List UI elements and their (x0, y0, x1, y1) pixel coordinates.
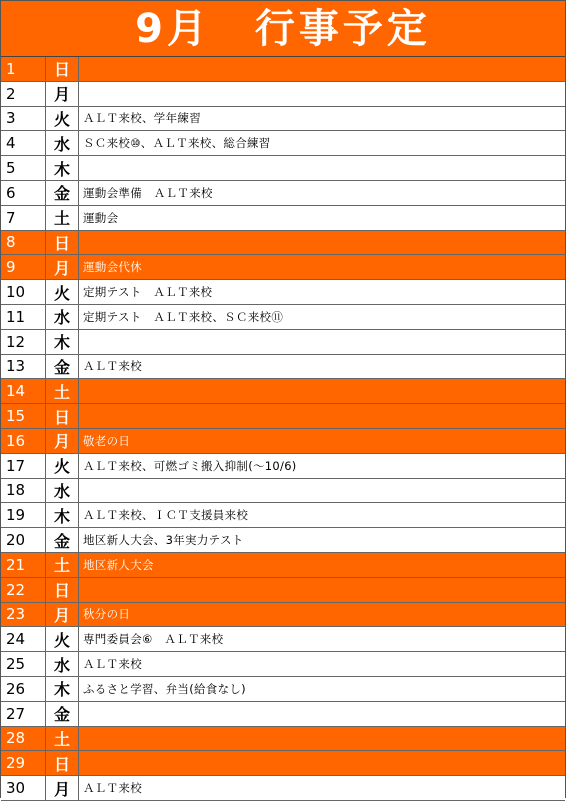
table-row (1, 379, 565, 404)
weekday-cell: 火 (46, 627, 79, 651)
event-cell: ＡＬＴ来校 (83, 657, 142, 672)
day-number-cell: 17 (1, 454, 46, 478)
table-row (1, 751, 565, 776)
event-cell (79, 57, 565, 81)
table-row (1, 677, 565, 702)
weekday-cell: 金 (46, 702, 79, 726)
day-number-cell: 30 (1, 776, 46, 800)
event-cell (79, 330, 565, 354)
weekday-cell: 木 (46, 156, 79, 180)
event-cell: 秋分の日 (83, 607, 131, 622)
table-row (1, 429, 565, 454)
event-cell (79, 231, 565, 255)
weekday-cell: 月 (46, 82, 79, 106)
weekday-cell: 水 (46, 131, 79, 155)
event-cell (79, 404, 565, 428)
table-row (1, 454, 565, 479)
table-row (1, 627, 565, 652)
event-cell (79, 479, 565, 503)
weekday-cell: 日 (46, 57, 79, 81)
event-cell: 定期テスト ＡＬＴ来校、ＳＣ来校⑪ (83, 309, 284, 324)
day-number-cell: 5 (1, 156, 46, 180)
event-cell (79, 578, 565, 602)
event-cell: 敬老の日 (83, 433, 131, 448)
day-number-cell: 21 (1, 553, 46, 577)
table-row (1, 305, 565, 330)
event-cell: 運動会代休 (83, 260, 142, 275)
table-row (1, 57, 565, 82)
table-row (1, 528, 565, 553)
event-cell: 運動会 (83, 210, 119, 225)
day-number-cell: 7 (1, 206, 46, 230)
event-cell: 地区新人大会、3年実力テスト (83, 533, 244, 548)
day-number-cell: 6 (1, 181, 46, 205)
day-number-cell: 10 (1, 280, 46, 304)
weekday-cell: 月 (46, 603, 79, 627)
day-number-cell: 13 (1, 355, 46, 379)
event-cell: 専門委員会⑥ ＡＬＴ来校 (83, 632, 224, 647)
table-row (1, 107, 565, 132)
day-number-cell: 22 (1, 578, 46, 602)
day-number-cell: 2 (1, 82, 46, 106)
weekday-cell: 金 (46, 355, 79, 379)
day-number-cell: 12 (1, 330, 46, 354)
table-row (1, 280, 565, 305)
weekday-cell: 土 (46, 379, 79, 403)
event-cell: 運動会準備 ＡＬＴ来校 (83, 185, 213, 200)
table-row (1, 776, 565, 801)
weekday-cell: 木 (46, 330, 79, 354)
table-row (1, 479, 565, 504)
weekday-cell: 日 (46, 231, 79, 255)
event-cell: ＡＬＴ来校 (83, 781, 142, 795)
event-cell: ＡＬＴ来校 (83, 359, 142, 374)
weekday-cell: 火 (46, 280, 79, 304)
day-number-cell: 8 (1, 231, 46, 255)
weekday-cell: 水 (46, 305, 79, 329)
event-cell (79, 702, 565, 726)
table-row (1, 355, 565, 380)
table-row (1, 330, 565, 355)
table-row (1, 652, 565, 677)
day-number-cell: 11 (1, 305, 46, 329)
table-row (1, 82, 565, 107)
day-number-cell: 19 (1, 503, 46, 527)
day-number-cell: 16 (1, 429, 46, 453)
schedule-table (1, 57, 565, 801)
table-row (1, 231, 565, 256)
weekday-cell: 水 (46, 652, 79, 676)
day-number-cell: 20 (1, 528, 46, 552)
event-cell: ＡＬＴ来校、可燃ゴミ搬入抑制(～10/6) (83, 458, 297, 473)
weekday-cell: 月 (46, 429, 79, 453)
weekday-cell: 火 (46, 454, 79, 478)
weekday-cell: 日 (46, 751, 79, 775)
weekday-cell: 金 (46, 181, 79, 205)
event-cell (79, 379, 565, 403)
day-number-cell: 27 (1, 702, 46, 726)
day-number-cell: 28 (1, 727, 46, 751)
table-row (1, 181, 565, 206)
day-number-cell: 14 (1, 379, 46, 403)
weekday-cell: 月 (46, 255, 79, 279)
day-number-cell: 4 (1, 131, 46, 155)
weekday-cell: 木 (46, 677, 79, 701)
weekday-cell: 土 (46, 553, 79, 577)
table-row (1, 553, 565, 578)
event-cell: ＳＣ来校⑩、ＡＬＴ来校、総合練習 (83, 136, 271, 151)
day-number-cell: 9 (1, 255, 46, 279)
day-number-cell: 3 (1, 107, 46, 131)
weekday-cell: 水 (46, 479, 79, 503)
page-title: 9月 行事予定 (135, 5, 431, 52)
table-row (1, 131, 565, 156)
day-number-cell: 23 (1, 603, 46, 627)
day-number-cell: 15 (1, 404, 46, 428)
weekday-cell: 火 (46, 107, 79, 131)
day-number-cell: 1 (1, 57, 46, 81)
weekday-cell: 月 (46, 776, 79, 800)
event-cell (79, 156, 565, 180)
event-cell: ＡＬＴ来校、学年練習 (83, 111, 201, 126)
weekday-cell: 金 (46, 528, 79, 552)
table-row (1, 255, 565, 280)
day-number-cell: 26 (1, 677, 46, 701)
event-cell: ＡＬＴ来校、ＩＣＴ支援員来校 (83, 508, 249, 523)
event-cell (79, 82, 565, 106)
table-row (1, 404, 565, 429)
weekday-cell: 土 (46, 727, 79, 751)
table-row (1, 156, 565, 181)
weekday-cell: 木 (46, 503, 79, 527)
table-row (1, 603, 565, 628)
day-number-cell: 24 (1, 627, 46, 651)
table-row (1, 727, 565, 752)
event-cell: 定期テスト ＡＬＴ来校 (83, 285, 213, 300)
weekday-cell: 日 (46, 578, 79, 602)
day-number-cell: 25 (1, 652, 46, 676)
event-cell: ふるさと学習、弁当(給食なし) (83, 681, 246, 696)
day-number-cell: 29 (1, 751, 46, 775)
weekday-cell: 日 (46, 404, 79, 428)
event-cell (79, 751, 565, 775)
event-cell: 地区新人大会 (83, 557, 154, 572)
title-bar (1, 1, 565, 57)
table-row (1, 578, 565, 603)
table-row (1, 503, 565, 528)
weekday-cell: 土 (46, 206, 79, 230)
event-cell (79, 727, 565, 751)
table-row (1, 206, 565, 231)
table-row (1, 702, 565, 727)
day-number-cell: 18 (1, 479, 46, 503)
